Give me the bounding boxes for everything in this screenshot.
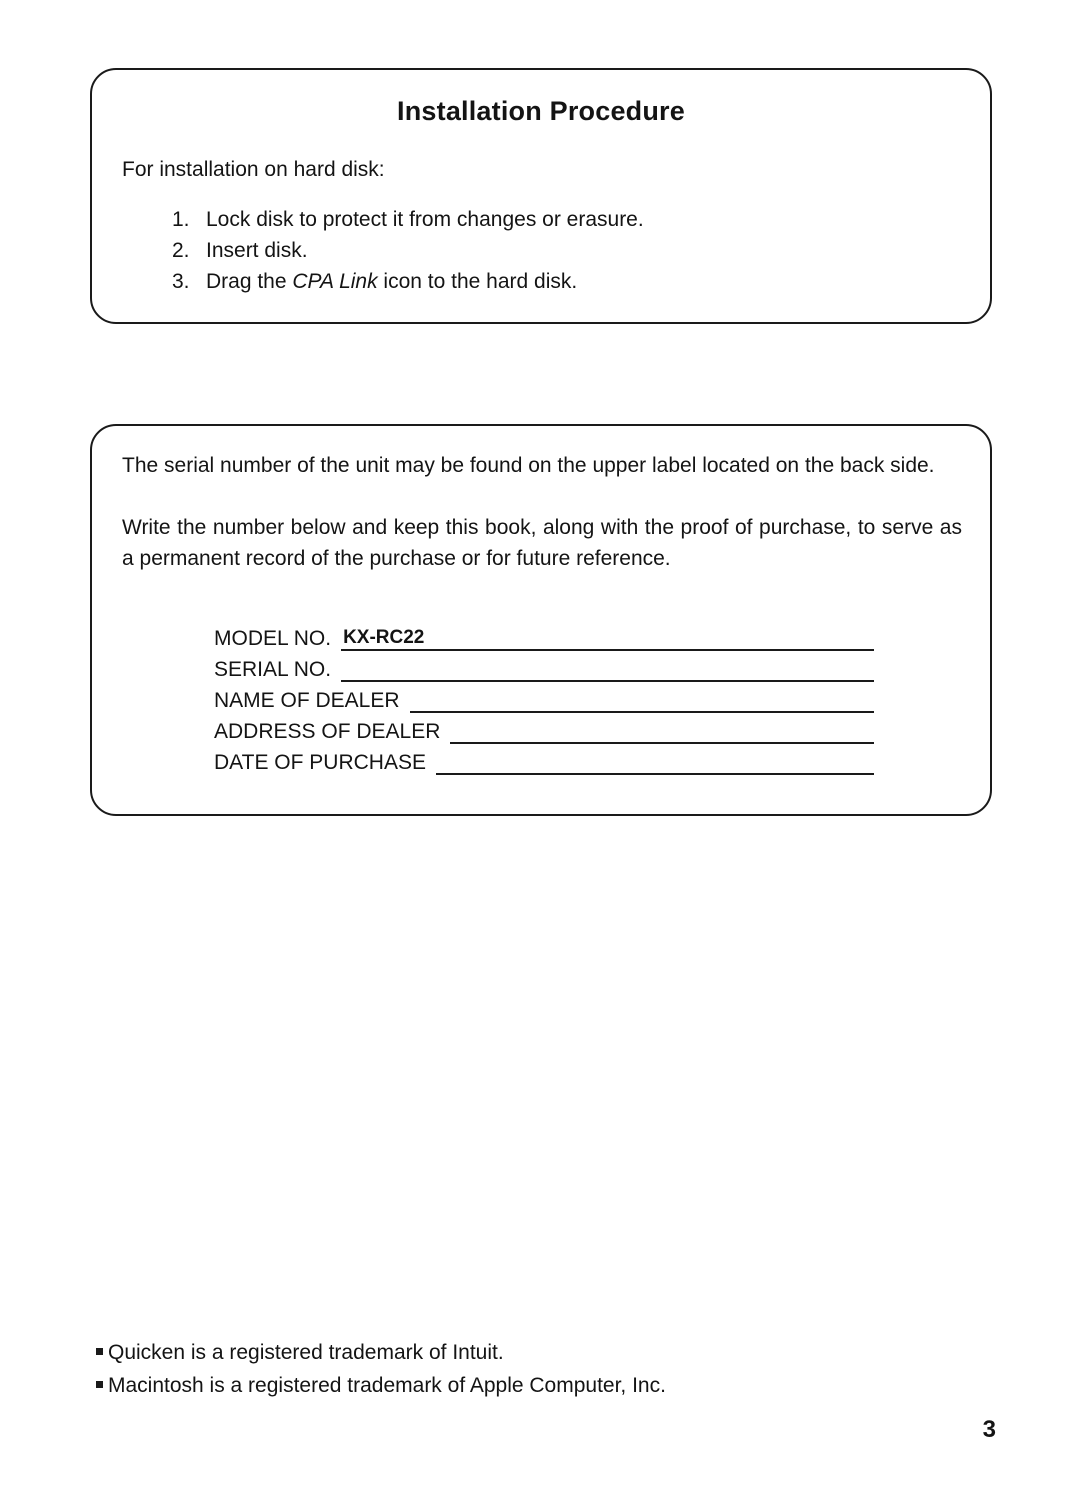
form-row-purchase-date bbox=[214, 744, 874, 775]
record-form bbox=[214, 620, 874, 775]
purchase-date-label: DATE OF PURCHASE bbox=[214, 751, 426, 774]
dealer-name-label: NAME OF DEALER bbox=[214, 689, 400, 712]
serial-no-field[interactable] bbox=[341, 658, 874, 682]
model-no-label: MODEL NO. bbox=[214, 627, 332, 650]
note-text: Macintosh is a registered trademark of Apple Computer, Inc. bbox=[108, 1374, 666, 1397]
step-text-pre: Drag the bbox=[206, 270, 293, 293]
install-intro: For installation on hard disk: bbox=[122, 158, 385, 181]
trademark-notes bbox=[96, 1336, 666, 1402]
step-text-post: icon to the hard disk. bbox=[377, 270, 578, 293]
form-row-dealer-address bbox=[214, 713, 874, 744]
install-steps-list bbox=[172, 204, 644, 297]
purchase-date-field[interactable] bbox=[436, 751, 874, 775]
step-number: 1. bbox=[172, 208, 190, 231]
record-instruction-text: Write the number below and keep this book, along with the proof of purchase, to serve as a permanent record of the purchase or for future reference. bbox=[122, 516, 962, 570]
dealer-name-field[interactable] bbox=[410, 689, 874, 713]
app-name: CPA Link bbox=[292, 270, 378, 293]
installation-procedure-box bbox=[90, 68, 992, 324]
step-text: Insert disk. bbox=[206, 239, 308, 262]
page-number: 3 bbox=[982, 1416, 996, 1443]
section-title: Installation Procedure bbox=[397, 96, 685, 126]
purchase-record-box bbox=[90, 424, 992, 816]
dealer-address-label: ADDRESS OF DEALER bbox=[214, 720, 441, 743]
step-number: 3. bbox=[172, 270, 190, 293]
install-step bbox=[172, 266, 644, 297]
serial-location-text: The serial number of the unit may be found on the upper label located on the back side. bbox=[122, 454, 935, 477]
bullet-icon bbox=[96, 1381, 103, 1388]
form-row-serial bbox=[214, 651, 874, 682]
model-no-field[interactable]: KX-RC22 bbox=[341, 627, 874, 651]
dealer-address-field[interactable] bbox=[450, 720, 874, 744]
form-row-dealer-name bbox=[214, 682, 874, 713]
bullet-icon bbox=[96, 1348, 103, 1355]
install-step bbox=[172, 235, 644, 266]
form-row-model bbox=[214, 620, 874, 651]
step-text: Lock disk to protect it from changes or erasure. bbox=[206, 208, 644, 231]
step-number: 2. bbox=[172, 239, 190, 262]
trademark-note bbox=[96, 1369, 666, 1402]
serial-no-label: SERIAL NO. bbox=[214, 658, 332, 681]
note-text: Quicken is a registered trademark of Intuit. bbox=[108, 1341, 504, 1364]
install-step bbox=[172, 204, 644, 235]
trademark-note bbox=[96, 1336, 666, 1369]
